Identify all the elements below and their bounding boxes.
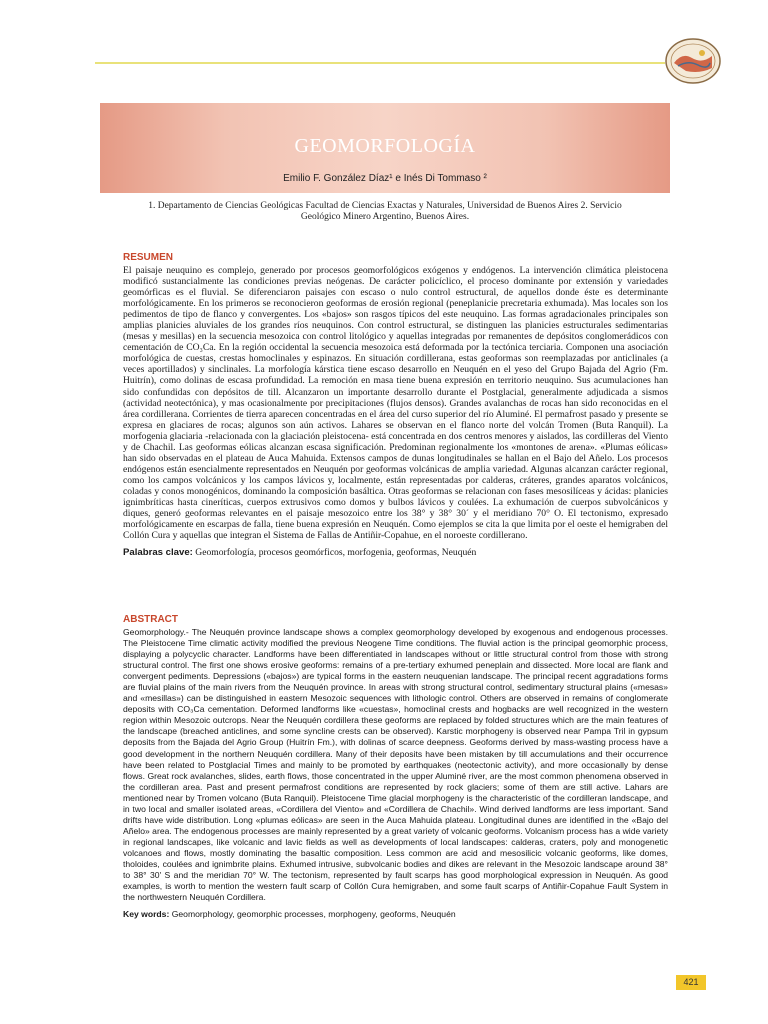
abstract-keywords-label: Key words: [123,909,170,920]
resumen-section [123,252,668,558]
article-authors: Emilio F. González Díaz¹ e Inés Di Tommaso ² [283,173,487,184]
abstract-text: Geomorphology.- The Neuquén province landscape shows a complex geomorphology developed by exogenous and endogenous processes. The Pleistocene Time climatic activity modified the previous Neogene Time conditions. The fluvial action is the principal geomorphic process, displaying a polycyclic character. Landforms have been differentiated in landscapes without or little structural control from those with strong structural control. The first one shows erosive geoforms: remains of a pre-tertiary exhumed peneplain and dissected. More local are flank and convergent pediments. Depressions («bajos») are typical forms in the eastern neuquenian landscape. The principal recent aggradations forms are fluvial plains of the main rivers from the Neuquén province. In areas with strong structural control, sedimentary structural plains («mesas» and «mesillas») can be distinguished in eastern Mesozoic sequences with lithologic control. Others are observed in remains of conglomerate deposits with CO₃Ca cementation. Deformed landforms like «cuestas», homoclinal crests and hogbacks are well recognized in the western region within Mesozoic outcrops. Near the Neuquén cordillera these geoforms are replaced by folded structures which are the main features of the landscape (breached anticlines, and some syncline crests can be observed). Karstic morphogeny is observed near Pampa Tril in gypsum deposits from the Bajada del Agrio Group (Huitrín Fm.), with dolinas of scarce deepness. Geoforms derived by mass-wasting process have a good development in the northern Neuquén cordillera. Many of their deposits have been mistaken by till accumulations and their occurrence have been related to Postglacial Times and mainly to be promoted by earthquakes (neotectonic activity), and more occasionally by dense flows. Great rock avalanches, slides, earth flows, those concentrated in the upper Aluminé river, are the most common phenomena observed in the cordilleran area. Past and present permafrost conditions are represented by rock glaciers; some of them are still active. Lahars are mentioned near by Tromen volcano (Buta Ranquil). Pleistocene Time glacial morphogeny is the characteristic of the cordilleran landscape, and in two local and smaller isolated areas, «Cordillera del Viento» and «Cordillera de Chachil». Wind derived landforms are less important. Sand drifts have wide distribution. Long «plumas eólicas» are seen in the Auca Mahuida plateau. Longitudinal dunes are identified in the «Bajo del Añelo» area. The endogenous processes are mainly represented by a great variety of volcanic geoforms. Volcanism process has a wide variety in regional landscapes, like volcanic and lavic fields as well as developments of local landscapes: calderas, craters, poly and monogenetic volcanoes and flows, mostly dominating the basaltic composition. Less common are acid and mesosilicic volcanic geoforms, like domes, tholoides, coulées and ignimbrite plains. Exhumed intrusive, subvolcanic bodies and dikes are relevant in the Mesozoic landscape around 38° to 38° 30' S and the meridian 70° W. The tectonism, represented by fault scarps has good morphological expression in Neuquén. As good examples, is worth to mention the western fault scarp of Collón Cura hemigraben, and some fault scarps of Antiñir-Copahue Fault System in the northwestern Neuquén Cordillera. [123,627,668,903]
abstract-keywords [123,909,668,919]
author-affiliation: 1. Departamento de Ciencias Geológicas Facultad de Ciencias Exactas y Naturales, Universidad de Buenos Aires 2. Servicio Geológico Minero Argentino, Buenos Aires. [148,201,622,222]
resumen-keywords [123,547,668,558]
abstract-keywords-list: Geomorphology, geomorphic processes, morphogeny, geoforms, Neuquén [171,909,456,920]
resumen-keywords-list: Geomorfología, procesos geomórficos, morfogenia, geoformas, Neuquén [195,547,477,559]
title-banner [100,103,670,193]
congress-logo-icon [664,36,722,86]
abstract-heading: ABSTRACT [123,614,178,625]
header-rule [95,62,665,64]
page-number: 421 [676,975,706,990]
article-title: GEOMORFOLOGÍA [294,135,476,157]
abstract-section [123,614,668,919]
resumen-text: El paisaje neuquino es complejo, generado por procesos geomorfológicos exógenos y endógenos. La intervención climática pleistocena modificó sustancialmente las condiciones previas neógenas. De carácter policíclico, el proceso dominante por extensión y variedades geomórficas es el fluvial. Se diferenciaron paisajes con escaso o nulo control estructural, de aquellos donde éste es determinante morfológicamente. En los primeros se reconocieron geoformas de erosión regional (peneplanicie precretaria exhumada). Mas locales son los pedimentos de tipo de flanco y convergentes. Los «bajos» son rasgos típicos del este neuquino. Las formas agradacionales principales son amplias planicies aluviales de los grandes ríos neuquinos. Con control estructural, se distinguen las planicies estructurales sedimentarias (mesas y mesillas) en la secuencia mesozoica con control litológico y aquellas integradas por remanentes de depósitos conglomerádicos con cementación de CO₃Ca. En la región occidental la secuencia mesozoica está deformada por la tectónica terciaria. Componen una asociación morfológica de cuestas, crestas homoclinales y espinazos. En situación cordillerana, estas geoformas son reemplazadas por anticlinales (a veces aportillados) y sinclinales. La morfología kárstica tiene escaso desarrollo en Neuquén en el yeso del Grupo Bajada del Agrio (Fm. Huitrín), como dolinas de escasa profundidad. La remoción en masa tiene buena expresión en territorio neuquino. Sus acumulaciones han sido confundidas con depósitos de till. Alcanzaron un importante desarrollo durante el Postglacial, generalmente adjudicada a sismos (actividad neotectónica), y mas ocasionalmente por precipitaciones (flujos densos). Grandes avalanchas de rocas han sido reconocidas en el área cordillerana. Corrientes de tierra aparecen concentradas en el área del curso superior del río Aluminé. El permafrost pasado y presente se expresa en glaciares de rocas; algunos son aún activos. Lahares se observan en el flanco norte del volcán Tromen (Buta Ranquil). La morfogenia glaciaria -relacionada con la glaciación pleistocena- está concentrada en dos centros menores y aislados, las cordilleras del Viento y de Chachil. Las geoformas eólicas alcanzan escasa significación. Predominan regionalmente los «montones de arena». «Plumas eólicas» han sido observadas en el plateau de Auca Mahuida. Extensos campos de dunas longitudinales se hallan en el Bajo del Añelo. Los procesos endógenos están esencialmente representados en Neuquén por geoformas volcánicas de amplia variedad. Algunas alcanzan carácter regional, como los campos volcánicos y los campos lávicos y, localmente, están representadas por calderas, cráteres, grandes aparatos volcánicos, coladas y conos monogénicos, dominando la composición basáltica. Otras geoformas se relacionan con fases mesosilíceas y ácidas: planicies ignimbríticas hasta cineríticas, cuerpos extrusivos como domos y bulbos lávicos y coulées. La exhumación de cuerpos subvolcánicos y diques, generó geoformas relevantes en el paisaje mesozoico entre los 38° y 38° 30´ y el meridiano 70° O. El tectonismo, expresado morfológicamente en escarpas de falla, tiene buena expresión en Neuquén. Como ejemplos se cita la que limita por el oeste el hemigraben del Collón Cura y aquellas que integran el Sistema de Fallas de Antiñir-Copahue, en el noroeste cordillerano. [123,265,668,542]
resumen-heading: RESUMEN [123,252,174,263]
resumen-keywords-label: Palabras clave: [123,547,193,559]
